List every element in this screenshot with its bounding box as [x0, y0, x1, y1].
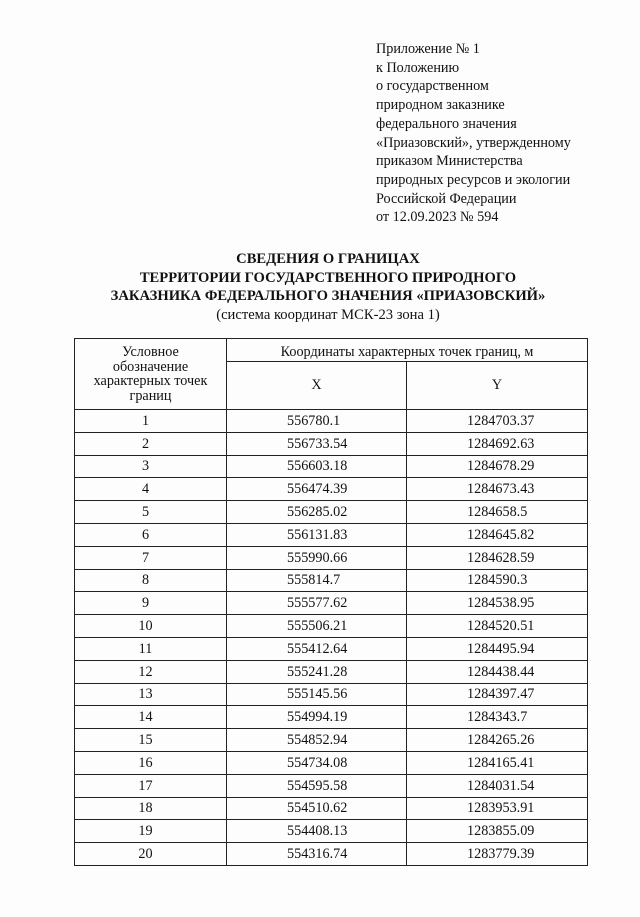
x-coordinate-cell: 554510.62 — [227, 797, 407, 820]
point-header-line: границ — [129, 387, 172, 404]
appendix-note — [376, 40, 626, 227]
y-coordinate-cell: 1284590.3 — [407, 569, 588, 592]
point-number-cell: 20 — [75, 843, 227, 866]
point-header-line: Условное — [122, 344, 179, 360]
y-coordinate-cell: 1284538.95 — [407, 592, 588, 615]
coordinates-rows — [75, 410, 588, 866]
point-number-cell: 18 — [75, 797, 227, 820]
table-row — [75, 592, 588, 615]
y-coordinate-cell: 1284520.51 — [407, 615, 588, 638]
y-coordinate-cell: 1283855.09 — [407, 820, 588, 843]
point-number-cell: 10 — [75, 615, 227, 638]
appendix-line: «Приазовский», утвержденному — [376, 134, 571, 151]
appendix-line: природном заказнике — [376, 97, 505, 114]
table-row — [75, 432, 588, 455]
table-row — [75, 706, 588, 729]
y-coordinate-cell: 1284265.26 — [407, 729, 588, 752]
table-row — [75, 501, 588, 524]
point-number-cell: 9 — [75, 592, 227, 615]
document-title — [70, 250, 586, 324]
point-number-cell: 7 — [75, 546, 227, 569]
table-row — [75, 843, 588, 866]
x-coordinate-cell: 554852.94 — [227, 729, 407, 752]
table-row — [75, 569, 588, 592]
table-row — [75, 478, 588, 501]
point-number-cell: 12 — [75, 660, 227, 683]
appendix-line: Приложение № 1 — [376, 41, 480, 57]
y-coordinate-cell: 1284703.37 — [407, 410, 588, 433]
table-row — [75, 410, 588, 433]
table-row — [75, 523, 588, 546]
point-header-line: обозначение — [112, 358, 189, 375]
x-coordinate-cell: 554408.13 — [227, 820, 407, 843]
x-coordinate-cell: 555990.66 — [227, 546, 407, 569]
x-coordinate-cell: 555506.21 — [227, 615, 407, 638]
x-coordinate-cell: 555145.56 — [227, 683, 407, 706]
table-row — [75, 637, 588, 660]
point-number-cell: 16 — [75, 751, 227, 774]
x-header: X — [227, 362, 407, 410]
point-number-cell: 11 — [75, 637, 227, 660]
x-coordinate-cell: 554734.08 — [227, 751, 407, 774]
x-coordinate-cell: 556131.83 — [227, 523, 407, 546]
coordinates-table — [74, 338, 588, 866]
x-coordinate-cell: 556603.18 — [227, 455, 407, 478]
y-coordinate-cell: 1283779.39 — [407, 843, 588, 866]
y-coordinate-cell: 1284031.54 — [407, 774, 588, 797]
point-number-cell: 8 — [75, 569, 227, 592]
table-row — [75, 751, 588, 774]
point-header — [75, 339, 227, 410]
appendix-line: к Положению — [376, 59, 460, 76]
x-coordinate-cell: 554994.19 — [227, 706, 407, 729]
y-coordinate-cell: 1284645.82 — [407, 523, 588, 546]
table-row — [75, 729, 588, 752]
point-number-cell: 13 — [75, 683, 227, 706]
y-coordinate-cell: 1284495.94 — [407, 637, 588, 660]
x-coordinate-cell: 555814.7 — [227, 569, 407, 592]
y-coordinate-cell: 1284673.43 — [407, 478, 588, 501]
point-number-cell: 1 — [75, 410, 227, 433]
table-row — [75, 455, 588, 478]
appendix-line: от 12.09.2023 № 594 — [376, 209, 499, 226]
appendix-line: приказом Министерства — [376, 153, 523, 170]
x-coordinate-cell: 556733.54 — [227, 432, 407, 455]
point-number-cell: 2 — [75, 432, 227, 455]
appendix-line: о государственном — [376, 78, 489, 95]
table-row — [75, 683, 588, 706]
y-coordinate-cell: 1284397.47 — [407, 683, 588, 706]
appendix-line: федерального значения — [376, 115, 517, 132]
title-line-2: ТЕРРИТОРИИ ГОСУДАРСТВЕННОГО ПРИРОДНОГО — [139, 269, 517, 286]
y-coordinate-cell: 1284165.41 — [407, 751, 588, 774]
x-coordinate-cell: 554316.74 — [227, 843, 407, 866]
point-number-cell: 14 — [75, 706, 227, 729]
y-coordinate-cell: 1284628.59 — [407, 546, 588, 569]
title-subtitle: (система координат МСК-23 зона 1) — [216, 306, 440, 323]
x-coordinate-cell: 556474.39 — [227, 478, 407, 501]
y-coordinate-cell: 1284438.44 — [407, 660, 588, 683]
y-header: Y — [407, 362, 588, 410]
coords-header: Координаты характерных точек границ, м — [227, 339, 588, 362]
x-coordinate-cell: 556285.02 — [227, 501, 407, 524]
table-row — [75, 660, 588, 683]
y-coordinate-cell: 1283953.91 — [407, 797, 588, 820]
point-number-cell: 17 — [75, 774, 227, 797]
point-header-line: характерных точек — [93, 373, 208, 389]
point-number-cell: 4 — [75, 478, 227, 501]
table-row — [75, 546, 588, 569]
table-row — [75, 615, 588, 638]
table-row — [75, 797, 588, 820]
x-coordinate-cell: 555577.62 — [227, 592, 407, 615]
title-line-3: ЗАКАЗНИКА ФЕДЕРАЛЬНОГО ЗНАЧЕНИЯ «ПРИАЗОВСКИЙ» — [110, 288, 546, 304]
x-coordinate-cell: 556780.1 — [227, 410, 407, 433]
x-coordinate-cell: 555412.64 — [227, 637, 407, 660]
point-number-cell: 3 — [75, 455, 227, 478]
table-row — [75, 820, 588, 843]
x-coordinate-cell: 554595.58 — [227, 774, 407, 797]
title-line-1: СВЕДЕНИЯ О ГРАНИЦАХ — [236, 251, 420, 267]
y-coordinate-cell: 1284678.29 — [407, 455, 588, 478]
y-coordinate-cell: 1284658.5 — [407, 501, 588, 524]
point-number-cell: 19 — [75, 820, 227, 843]
appendix-line: природных ресурсов и экологии — [376, 171, 571, 188]
point-number-cell: 5 — [75, 501, 227, 524]
table-row — [75, 774, 588, 797]
point-number-cell: 15 — [75, 729, 227, 752]
y-coordinate-cell: 1284692.63 — [407, 432, 588, 455]
point-number-cell: 6 — [75, 523, 227, 546]
x-coordinate-cell: 555241.28 — [227, 660, 407, 683]
appendix-line: Российской Федерации — [376, 190, 517, 207]
y-coordinate-cell: 1284343.7 — [407, 706, 588, 729]
